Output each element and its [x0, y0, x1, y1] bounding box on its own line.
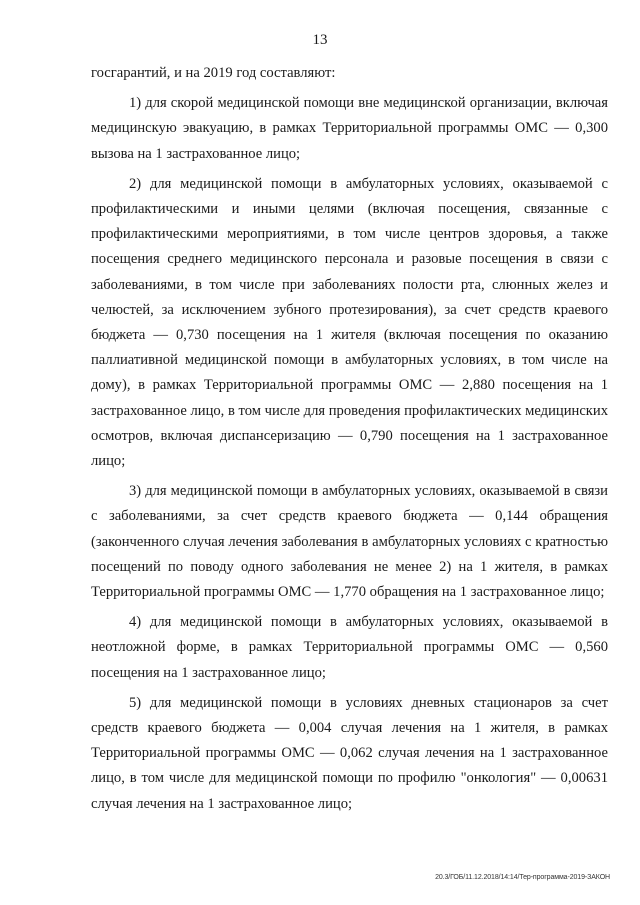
paragraph-intro: госгарантий, и на 2019 год составляют:: [91, 65, 336, 81]
paragraph-item-2: 2) для медицинской помощи в амбулаторных условиях, оказываемой с профилактическими и иными целями (включая посещения, связанные с профилактическими мероприятиями, в том числе центров здоровья, а также посещения среднего медицинского персонала и разовые посещения в связи с заболеваниями, в том числе при заболеваниях полости рта, слюнных желез и челюстей, за исключением зубного протезирования), за счет средств краевого бюджета — 0,730 посещения на 1 жителя (включая посещения по оказанию паллиативной медицинской помощи в амбулаторных условиях, в том числе на дому), в рамках Территориальной программы ОМС — 2,880 посещения на 1 застрахованное лицо, в том числе для проведения профилактических медицинских осмотров, включая диспансеризацию — 0,790 посещения на 1 застрахованное лицо;: [91, 175, 608, 470]
paragraph-item-3: 3) для медицинской помощи в амбулаторных условиях, оказываемой в связи с заболеваниями, за счет средств краевого бюджета — 0,144 обращения (законченного случая лечения заболевания в амбулаторных условиях с кратностью посещений по поводу одного заболевания не менее 2) на 1 жителя, в рамках Территориальной программы ОМС — 1,770 обращения на 1 застрахованное лицо;: [91, 483, 608, 601]
paragraph-item-5: 5) для медицинской помощи в условиях дневных стационаров за счет средств краевого бюджета — 0,004 случая лечения на 1 жителя, в рамках Территориальной программы ОМС — 0,062 случая лечения на 1 застрахованное лицо, в том числе для медицинской помощи по профилю "онкология" — 0,00631 случая лечения на 1 застрахованное лицо;: [91, 694, 608, 812]
document-body: [91, 61, 608, 822]
paragraph-item-1: 1) для скорой медицинской помощи вне медицинской организации, включая медицинскую эвакуацию, в рамках Территориальной программы ОМС — 0,300 вызова на 1 застрахованное лицо;: [91, 95, 608, 162]
page-number: 13: [312, 32, 328, 48]
document-footer-code: 20.3/ГОБ/11.12.2018/14:14/Тер-программа-2019-ЗАКОН: [435, 874, 610, 881]
paragraph-item-4: 4) для медицинской помощи в амбулаторных условиях, оказываемой в неотложной форме, в рамках Территориальной программы ОМС — 0,560 посещения на 1 застрахованное лицо;: [91, 614, 608, 681]
